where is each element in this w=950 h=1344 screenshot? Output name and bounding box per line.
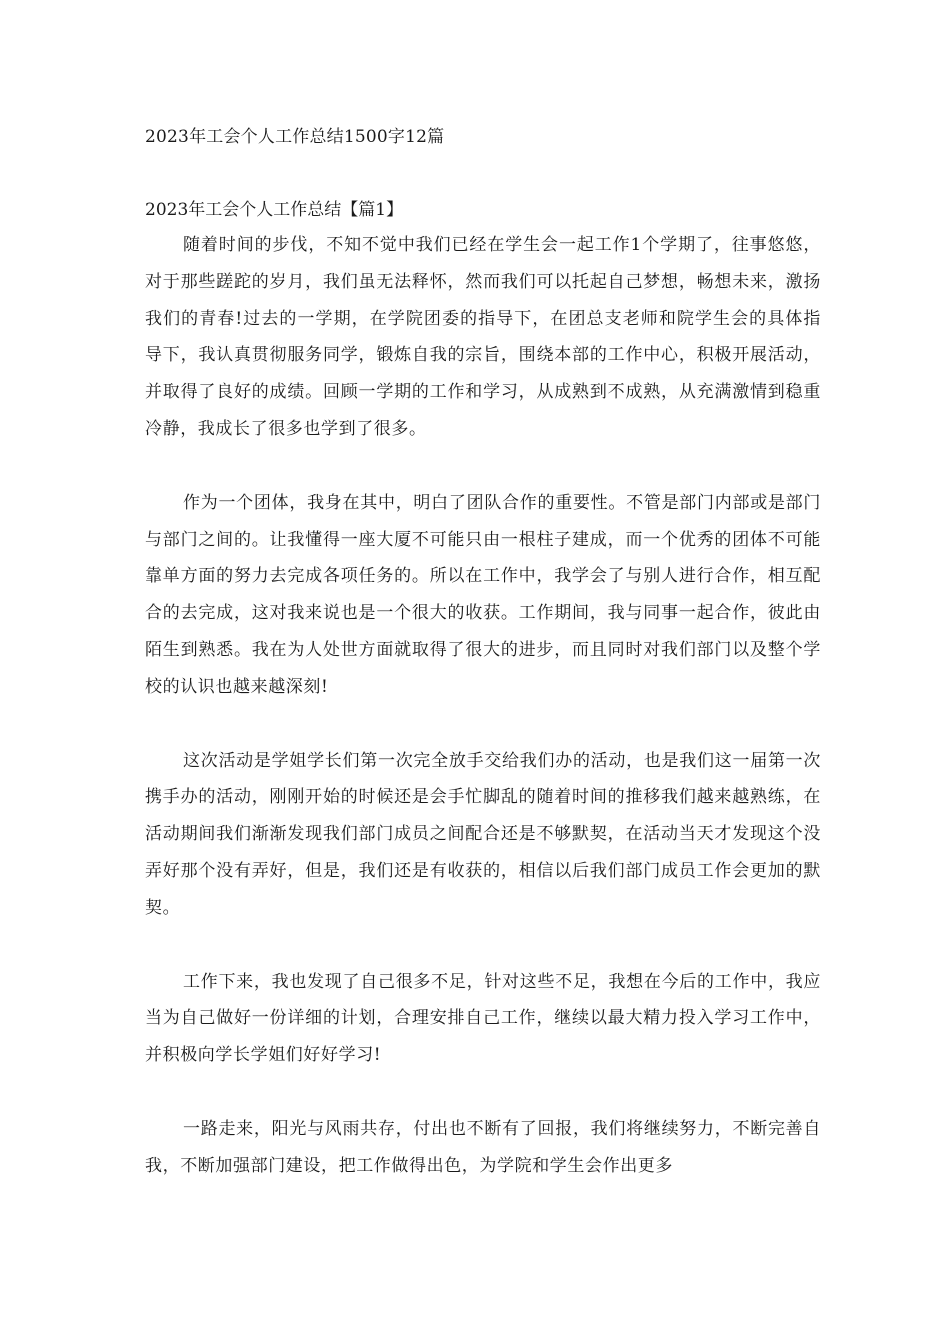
- document-body: [145, 227, 821, 1222]
- paragraph-1: 随着时间的步伐，不知不觉中我们已经在学生会一起工作1个学期了，往事悠悠，对于那些蹉跎的岁月，我们虽无法释怀，然而我们可以托起自己梦想，畅想未来，激扬我们的青春!过去的一学期，在学院团委的指导下，在团总支老师和院学生会的具体指导下，我认真贯彻服务同学，锻炼自我的宗旨，围绕本部的工作中心，积极开展活动，并取得了良好的成绩。回顾一学期的工作和学习，从成熟到不成熟，从充满激情到稳重冷静，我成长了很多也学到了很多。: [145, 235, 821, 439]
- paragraph-2: 作为一个团体，我身在其中，明白了团队合作的重要性。不管是部门内部或是部门与部门之间的。让我懂得一座大厦不可能只由一根柱子建成，而一个优秀的团体不可能靠单方面的努力去完成各项任务的。所以在工作中，我学会了与别人进行合作，相互配合的去完成，这对我来说也是一个很大的收获。工作期间，我与同事一起合作，彼此由陌生到熟悉。我在为人处世方面就取得了很大的进步，而且同时对我们部门以及整个学校的认识也越来越深刻!: [145, 492, 821, 697]
- section-heading: 2023年工会个人工作总结【篇1】: [145, 200, 404, 220]
- paragraph-3: 这次活动是学姐学长们第一次完全放手交给我们办的活动，也是我们这一届第一次携手办的活动，刚刚开始的时候还是会手忙脚乱的随着时间的推移我们越来越熟练，在活动期间我们渐渐发现我们部门成员之间配合还是不够默契，在活动当天才发现这个没弄好那个没有弄好，但是，我们还是有收获的，相信以后我们部门成员工作会更加的默契。: [145, 750, 821, 918]
- document-title: 2023年工会个人工作总结1500字12篇: [145, 127, 445, 147]
- paragraph-4: 工作下来，我也发现了自己很多不足，针对这些不足，我想在今后的工作中，我应当为自己做好一份详细的计划，合理安排自己工作，继续以最大精力投入学习工作中，并积极向学长学姐们好好学习!: [145, 971, 821, 1066]
- paragraph-5: 一路走来，阳光与风雨共存，付出也不断有了回报，我们将继续努力，不断完善自我，不断加强部门建设，把工作做得出色，为学院和学生会作出更多: [145, 1118, 821, 1176]
